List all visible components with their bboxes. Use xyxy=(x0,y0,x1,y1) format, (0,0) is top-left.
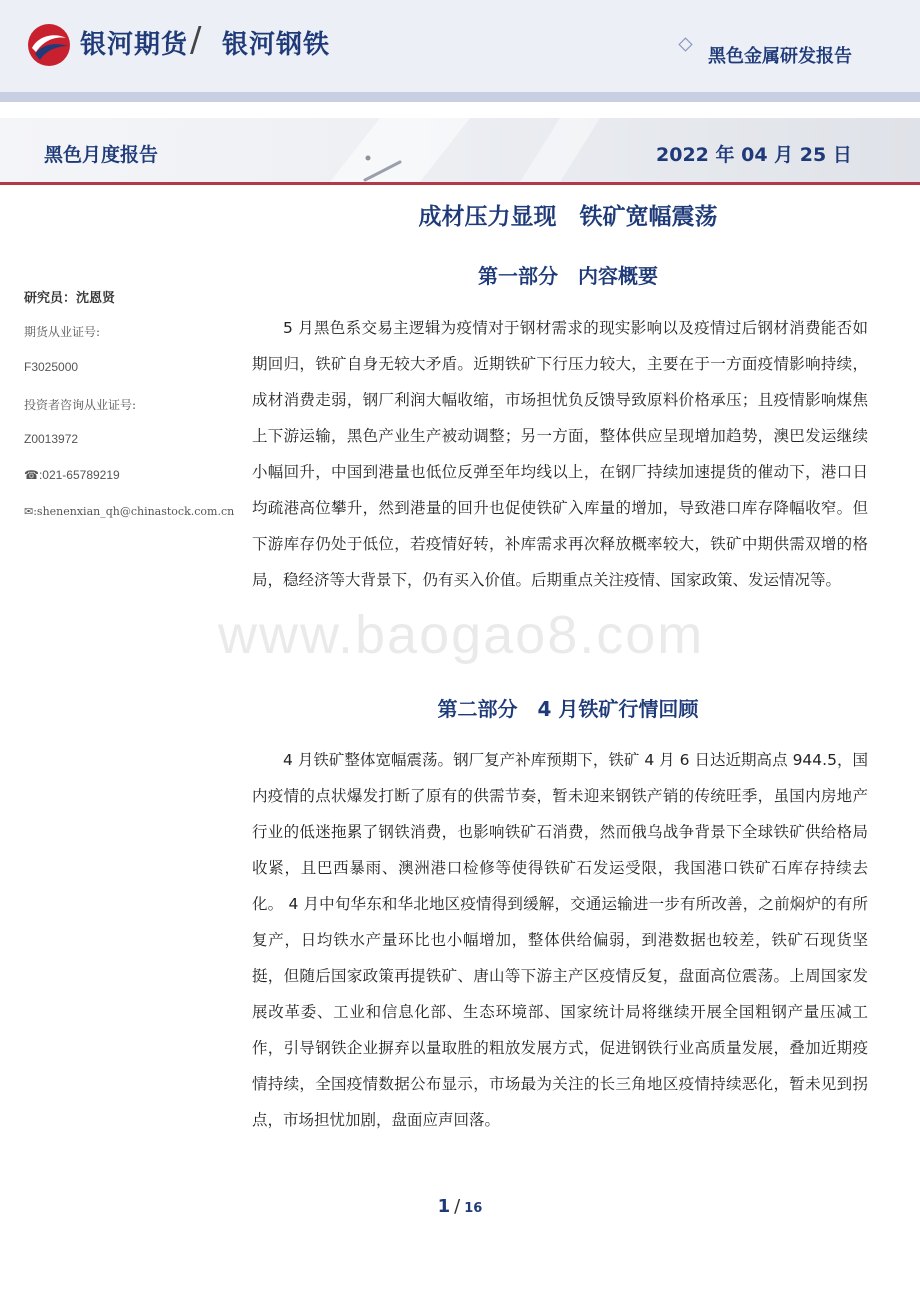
section-1-body: 5 月黑色系交易主逻辑为疫情对于钢材需求的现实影响以及疫情过后钢材消费能否如期回归，铁矿自身无较大矛盾。近期铁矿下行压力较大，主要在于一方面疫情影响持续，成材消费走弱，钢厂利润大幅收缩，市场担忧负反馈导致原料价格承压；且疫情影响煤焦上下游运输，黑色产业生产被动调整；另一方面，整体供应呈现增加趋势，澳巴发运继续小幅回升，中国到港量也低位反弹至年均线以上，在钢厂持续加速提货的催动下，港口日均疏港高位攀升，然到港量的回升也促使铁矿入库量的增加，导致港口库存降幅收窄。但下游库存仍处于低位，若疫情好转，补库需求再次释放概率较大，铁矿中期供需双增的格局，稳经济等大背景下，仍有买入价值。后期重点关注疫情、国家政策、发运情况等。 xyxy=(252,319,868,589)
futures-cert-value: F3025000 xyxy=(24,360,79,374)
report-title: 成材压力显现 铁矿宽幅震荡 xyxy=(418,204,718,230)
header-decorative-line xyxy=(400,36,700,56)
advisor-cert-value: Z0013972 xyxy=(24,432,79,446)
research-report-label: 黑色金属研发报告 xyxy=(708,46,852,67)
section-1-heading: 第一部分 内容概要 xyxy=(478,264,658,288)
phone-number: ☎:021-65789219 xyxy=(24,468,120,482)
report-type: 黑色月度报告 xyxy=(44,144,159,166)
email-address: ✉:shenenxian_qh@chinastock.com.cn xyxy=(24,505,235,518)
page-current: 1 xyxy=(437,1196,451,1217)
page-separator: / xyxy=(454,1196,461,1217)
brand-primary: 银河期货 xyxy=(80,30,189,60)
brand-secondary: 银河钢铁 xyxy=(222,30,331,60)
section-2-heading: 第二部分 4 月铁矿行情回顾 xyxy=(437,697,699,721)
watermark: www.baogao8.com xyxy=(218,605,705,665)
brand-separator: / xyxy=(190,20,202,60)
advisor-cert-label: 投资者咨询从业证号: xyxy=(24,398,137,412)
futures-cert-label: 期货从业证号: xyxy=(24,325,101,339)
subheader-red-rule xyxy=(0,182,920,185)
researcher-name: 研究员：沈恩贤 xyxy=(24,291,116,306)
galaxy-logo-icon xyxy=(26,22,72,68)
header-rule xyxy=(0,92,920,102)
report-date: 2022 年 04 月 25 日 xyxy=(656,144,852,166)
page-total: 16 xyxy=(464,1201,483,1216)
section-2-body: 4 月铁矿整体宽幅震荡。钢厂复产补库预期下，铁矿 4 月 6 日达近期高点 944.5，国内疫情的点状爆发打断了原有的供需节奏，暂未迎来钢铁产销的传统旺季，虽国内房地产行业的低迷拖累了钢铁消费，也影响铁矿石消费，然而俄乌战争背景下全球铁矿供给格局收紧，且巴西暴雨、澳洲港口检修等使得铁矿石发运受限，我国港口铁矿石库存持续去化。 4 月中旬华东和华北地区疫情得到缓解，交通运输进一步有所改善，之前焖炉的有所复产，日均铁水产量环比也小幅增加，整体供给偏弱，到港数据也较差，铁矿石现货坚挺，但随后国家政策再提铁矿、唐山等下游主产区疫情反复，盘面高位震荡。上周国家发展改革委、工业和信息化部、生态环境部、国家统计局将继续开展全国粗钢产量压减工作，引导钢铁企业摒弃以量取胜的粗放发展方式，促进钢铁行业高质量发展，叠加近期疫情持续，全国疫情数据公布显示，市场最为关注的长三角地区疫情持续恶化，暂未见到拐点，市场担忧加剧，盘面应声回落。 xyxy=(252,751,868,1129)
page-number xyxy=(0,1196,920,1217)
